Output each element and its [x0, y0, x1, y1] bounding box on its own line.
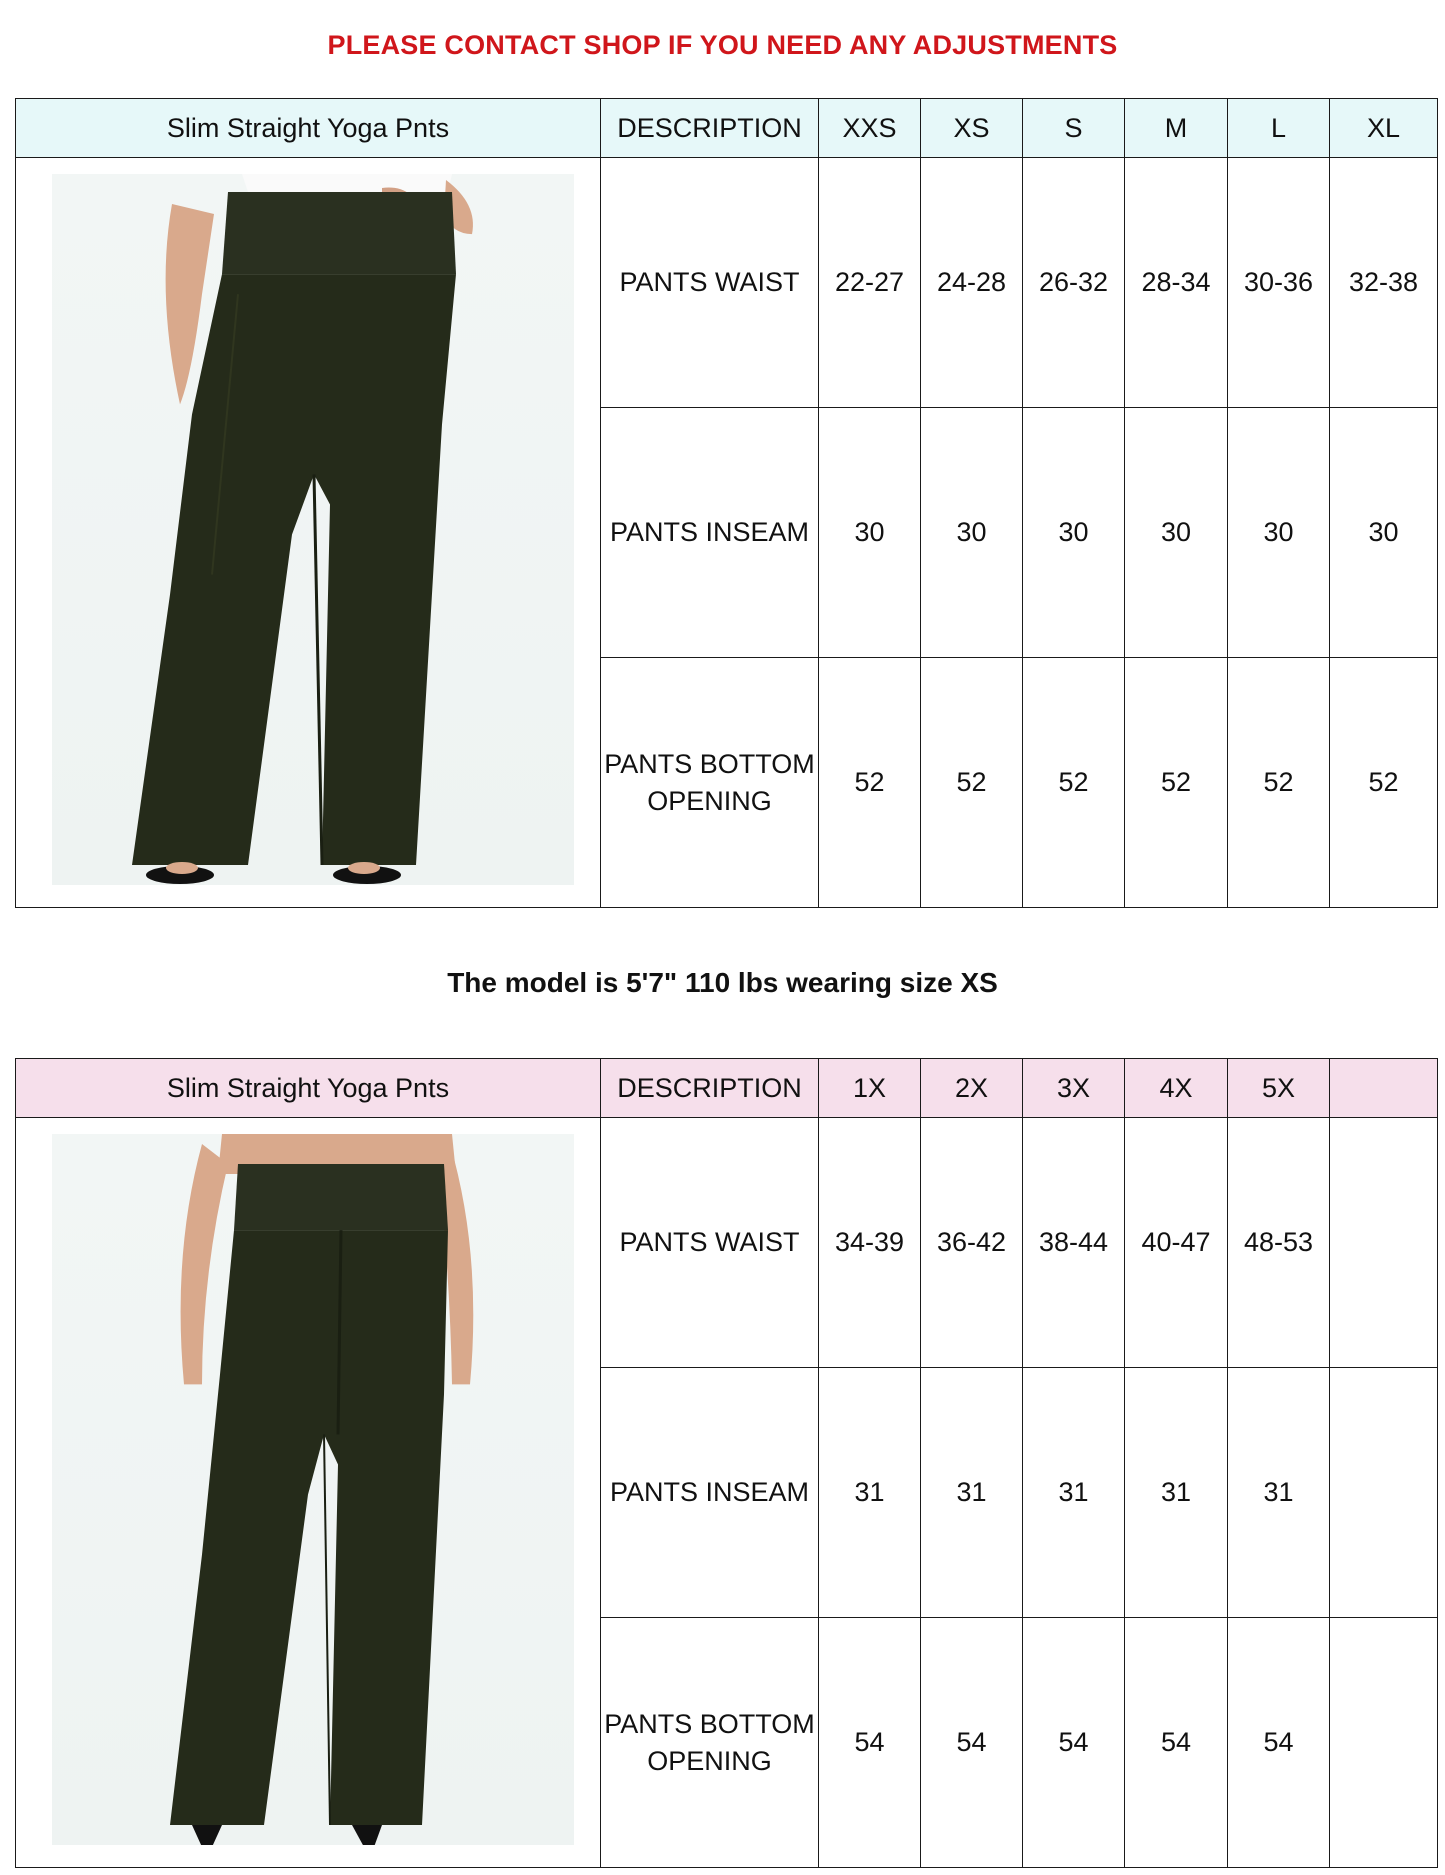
row-label: PANTS INSEAM: [601, 1368, 819, 1618]
table-cell: 26-32: [1023, 158, 1125, 408]
table-cell: 30: [1228, 408, 1330, 658]
size-header: L: [1228, 99, 1330, 158]
description-header: DESCRIPTION: [601, 1059, 819, 1118]
table-cell: 31: [1023, 1368, 1125, 1618]
size-chart-table-plus: [15, 1058, 1438, 1868]
table-header-row: [16, 1059, 1438, 1118]
size-chart-table-regular: [15, 98, 1438, 908]
description-header: DESCRIPTION: [601, 99, 819, 158]
table-cell: 54: [1228, 1618, 1330, 1868]
table-cell: 54: [921, 1618, 1023, 1868]
table-cell: 52: [921, 658, 1023, 908]
table-cell: 30: [819, 408, 921, 658]
table-cell: 30-36: [1228, 158, 1330, 408]
size-header: S: [1023, 99, 1125, 158]
size-header: 5X: [1228, 1059, 1330, 1118]
table-cell: 22-27: [819, 158, 921, 408]
table-cell: 52: [1228, 658, 1330, 908]
size-header: 3X: [1023, 1059, 1125, 1118]
table-cell: 30: [1125, 408, 1228, 658]
table-cell: 31: [819, 1368, 921, 1618]
product-photo-cell: [16, 158, 601, 908]
row-label: PANTS INSEAM: [601, 408, 819, 658]
table-cell: [1330, 1618, 1438, 1868]
table-cell: 54: [819, 1618, 921, 1868]
back-view-pants-photo: [52, 1134, 574, 1845]
size-header: M: [1125, 99, 1228, 158]
pants-front-illustration: [52, 174, 574, 885]
table-cell: 52: [1330, 658, 1438, 908]
table-cell: 34-39: [819, 1118, 921, 1368]
product-photo-cell: [16, 1118, 601, 1868]
table-cell: 30: [1023, 408, 1125, 658]
table-cell: 30: [1330, 408, 1438, 658]
table-cell: 31: [921, 1368, 1023, 1618]
size-header: [1330, 1059, 1438, 1118]
table-cell: 36-42: [921, 1118, 1023, 1368]
table-cell: 52: [1125, 658, 1228, 908]
product-name-header: Slim Straight Yoga Pnts: [16, 1059, 601, 1118]
table-cell: 38-44: [1023, 1118, 1125, 1368]
pants-back-illustration: [52, 1134, 574, 1845]
table-row: [16, 158, 1438, 408]
table-cell: [1330, 1118, 1438, 1368]
size-header: 2X: [921, 1059, 1023, 1118]
table-header-row: [16, 99, 1438, 158]
table-cell: 31: [1125, 1368, 1228, 1618]
table-cell: 40-47: [1125, 1118, 1228, 1368]
size-header: XL: [1330, 99, 1438, 158]
row-label: PANTS WAIST: [601, 158, 819, 408]
table-cell: 31: [1228, 1368, 1330, 1618]
table-cell: 48-53: [1228, 1118, 1330, 1368]
row-label: PANTS WAIST: [601, 1118, 819, 1368]
table-cell: 32-38: [1330, 158, 1438, 408]
size-header: XXS: [819, 99, 921, 158]
size-header: XS: [921, 99, 1023, 158]
adjustments-banner: PLEASE CONTACT SHOP IF YOU NEED ANY ADJUSTMENTS: [327, 30, 1118, 60]
table-cell: 54: [1125, 1618, 1228, 1868]
front-view-pants-photo: [52, 174, 574, 885]
table-cell: 54: [1023, 1618, 1125, 1868]
table-cell: 30: [921, 408, 1023, 658]
size-header: 1X: [819, 1059, 921, 1118]
table-row: [16, 1118, 1438, 1368]
model-size-note: The model is 5'7" 110 lbs wearing size XS: [447, 967, 998, 998]
table-cell: 28-34: [1125, 158, 1228, 408]
row-label: PANTS BOTTOM OPENING: [601, 1618, 819, 1868]
table-cell: 52: [819, 658, 921, 908]
size-header: 4X: [1125, 1059, 1228, 1118]
table-cell: 52: [1023, 658, 1125, 908]
row-label: PANTS BOTTOM OPENING: [601, 658, 819, 908]
product-name-header: Slim Straight Yoga Pnts: [16, 99, 601, 158]
table-cell: 24-28: [921, 158, 1023, 408]
table-cell: [1330, 1368, 1438, 1618]
